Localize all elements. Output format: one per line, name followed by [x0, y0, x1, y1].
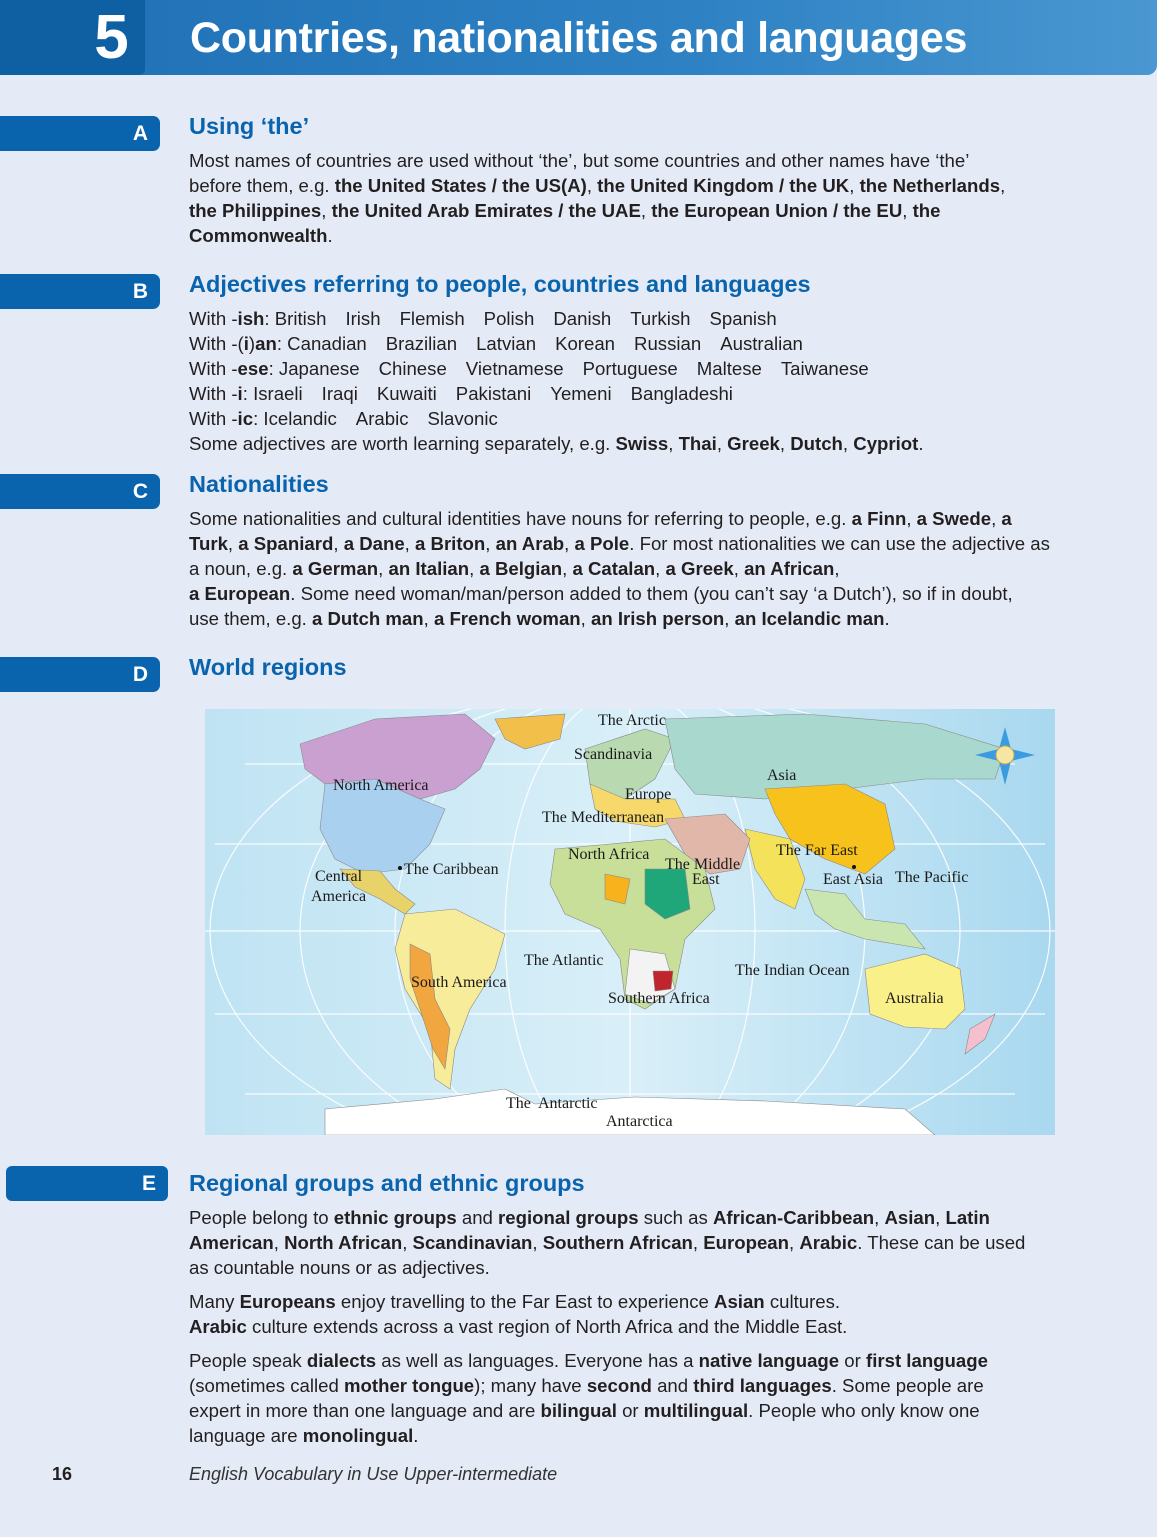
- map-label-southern-africa: Southern Africa: [608, 990, 710, 1007]
- adjective-word: Polish: [483, 308, 535, 329]
- section-a-tab: A: [0, 116, 160, 151]
- map-label-scandinavia: Scandinavia: [574, 746, 653, 763]
- map-label-pacific: The Pacific: [895, 869, 969, 886]
- bold-term: first language: [866, 1350, 988, 1371]
- bold-term: a Finn: [851, 508, 907, 529]
- text-line: before them, e.g. the United States / the US(A), the United Kingdom / the UK, the Netherlands,: [189, 175, 1006, 196]
- adjective-word: Bangladeshi: [630, 383, 733, 404]
- bold-term: the United Arab Emirates / the UAE: [331, 200, 641, 221]
- bold-term: Southern African: [542, 1232, 693, 1253]
- bold-term: ethnic groups: [333, 1207, 457, 1228]
- bold-term: Arabic: [799, 1232, 858, 1253]
- page-number: 16: [52, 1464, 73, 1484]
- bold-term: the United States / the US(A): [334, 175, 587, 196]
- map-label-asia: Asia: [767, 767, 797, 784]
- bold-term: ese: [237, 358, 269, 379]
- section-e-title: Regional groups and ethnic groups: [189, 1170, 585, 1196]
- text-line: Many Europeans enjoy travelling to the Far East to experience Asian cultures.: [189, 1291, 841, 1312]
- bold-term: a Swede: [916, 508, 992, 529]
- bold-term: second: [586, 1375, 652, 1396]
- text-line: a European. Some need woman/man/person added to them (you can’t say ‘a Dutch’), so if in doubt,: [189, 583, 1013, 604]
- adjective-word: Canadian: [287, 333, 367, 354]
- map-label-south-america: South America: [411, 974, 507, 991]
- bold-term: Asian: [714, 1291, 765, 1312]
- bold-term: ish: [237, 308, 265, 329]
- adjective-word: Taiwanese: [780, 358, 869, 379]
- text-line: People belong to ethnic groups and regional groups such as African-Caribbean, Asian, Latin: [189, 1207, 990, 1228]
- section-e-para-3: [189, 1348, 1079, 1448]
- bold-term: an African: [744, 558, 835, 579]
- section-c-body: [189, 506, 1079, 631]
- adjective-word: Australian: [720, 333, 803, 354]
- bold-term: an Irish person: [591, 608, 725, 629]
- map-label-antarctic: The Antarctic: [506, 1095, 598, 1112]
- adjective-word: Arabic: [355, 408, 409, 429]
- section-a-title: Using ‘the’: [189, 113, 310, 139]
- bold-term: Greek: [727, 433, 780, 454]
- map-label-central-america-1: Central: [315, 868, 363, 885]
- bold-term: Europeans: [239, 1291, 336, 1312]
- bold-term: an Icelandic man: [734, 608, 885, 629]
- adjective-word: Kuwaiti: [376, 383, 437, 404]
- text-line: Arabic culture extends across a vast region of North Africa and the Middle East.: [189, 1316, 848, 1337]
- adjective-word: Vietnamese: [465, 358, 564, 379]
- adjective-word: Latvian: [476, 333, 537, 354]
- map-label-antarctica: Antarctica: [606, 1113, 673, 1130]
- map-label-central-america-2: America: [311, 888, 367, 905]
- section-b-body: [189, 306, 1079, 456]
- text-line: use them, e.g. a Dutch man, a French woman, an Irish person, an Icelandic man.: [189, 608, 890, 629]
- bold-term: Arabic: [189, 1316, 247, 1337]
- text-line: a noun, e.g. a German, an Italian, a Belgian, a Catalan, a Greek, an African,: [189, 558, 840, 579]
- map-label-mediterranean: The Mediterranean: [542, 809, 665, 826]
- bold-term: a European: [189, 583, 291, 604]
- bold-term: regional groups: [498, 1207, 639, 1228]
- map-label-europe: Europe: [625, 786, 672, 803]
- bold-term: an Italian: [388, 558, 470, 579]
- section-d-tab: D: [0, 657, 160, 692]
- bold-term: mother tongue: [344, 1375, 475, 1396]
- adjective-group: With -ish: British Irish Flemish Polish Danish Turkish Spanish: [189, 308, 777, 329]
- adjective-word: Spanish: [709, 308, 777, 329]
- bold-term: Thai: [678, 433, 717, 454]
- adjective-word: Iraqi: [321, 383, 358, 404]
- bold-term: Scandinavian: [412, 1232, 533, 1253]
- adjective-group: With -ese: Japanese Chinese Vietnamese Portuguese Maltese Taiwanese: [189, 358, 869, 379]
- map-label-north-america: North America: [333, 777, 429, 794]
- bold-term: a German: [292, 558, 379, 579]
- bold-term: Turk: [189, 533, 228, 554]
- bold-term: the United Kingdom / the UK: [597, 175, 850, 196]
- map-label-arctic: The Arctic: [598, 712, 666, 729]
- bold-term: dialects: [306, 1350, 377, 1371]
- bold-term: a Catalan: [572, 558, 656, 579]
- adjective-word: Flemish: [399, 308, 465, 329]
- text-line: Some nationalities and cultural identities have nouns for referring to people, e.g. a Finn, a Swede, a: [189, 508, 1012, 529]
- text-line: as countable nouns or as adjectives.: [189, 1257, 490, 1278]
- adjective-word: British: [274, 308, 327, 329]
- adjective-word: Chinese: [378, 358, 447, 379]
- bold-term: a Greek: [665, 558, 734, 579]
- bold-term: European: [703, 1232, 790, 1253]
- adjective-word: Korean: [555, 333, 616, 354]
- bold-term: a Briton: [415, 533, 486, 554]
- section-c-tab: C: [0, 474, 160, 509]
- bold-term: monolingual: [302, 1425, 414, 1446]
- adjective-group: With -ic: Icelandic Arabic Slavonic: [189, 408, 498, 429]
- text-line: Turk, a Spaniard, a Dane, a Briton, an Arab, a Pole. For most nationalities we can use the adjective as: [189, 533, 1050, 554]
- map-label-middle-east-2: East: [692, 871, 720, 888]
- bold-term: i: [243, 333, 249, 354]
- adjective-word: Israeli: [253, 383, 303, 404]
- bold-term: a: [1001, 508, 1012, 529]
- unit-title: Countries, nationalities and languages: [190, 14, 968, 62]
- map-label-north-africa: North Africa: [568, 846, 650, 863]
- map-label-east-asia: East Asia: [823, 871, 883, 888]
- world-regions-map: [205, 709, 1055, 1135]
- bold-term: a Pole: [574, 533, 630, 554]
- adjective-group: With -i: Israeli Iraqi Kuwaiti Pakistani Yemeni Bangladeshi: [189, 383, 733, 404]
- bold-term: Swiss: [615, 433, 669, 454]
- bold-term: a Spaniard: [238, 533, 334, 554]
- adjective-closing-line: Some adjectives are worth learning separately, e.g. Swiss, Thai, Greek, Dutch, Cypriot.: [189, 433, 924, 454]
- adjective-word: Japanese: [278, 358, 360, 379]
- adjective-word: Brazilian: [385, 333, 458, 354]
- bold-term: Latin: [945, 1207, 990, 1228]
- bold-term: the Philippines: [189, 200, 322, 221]
- bold-term: an: [255, 333, 277, 354]
- map-label-australia: Australia: [885, 990, 944, 1007]
- section-b-title: Adjectives referring to people, countries and languages: [189, 271, 811, 297]
- bold-term: an Arab: [495, 533, 565, 554]
- adjective-word: Slavonic: [427, 408, 498, 429]
- book-title: English Vocabulary in Use Upper-intermediate: [189, 1464, 558, 1484]
- bold-term: native language: [698, 1350, 840, 1371]
- text-line: People speak dialects as well as languages. Everyone has a native language or first language: [189, 1350, 988, 1371]
- map-label-middle-east-1: The Middle: [665, 856, 741, 873]
- bold-term: a French woman: [433, 608, 581, 629]
- adjective-word: Russian: [634, 333, 702, 354]
- bold-term: Commonwealth: [189, 225, 328, 246]
- adjective-group: With -(i)an: Canadian Brazilian Latvian Korean Russian Australian: [189, 333, 803, 354]
- unit-number: 5: [0, 0, 145, 75]
- section-b-tab: B: [0, 274, 160, 309]
- bold-term: the European Union / the EU: [651, 200, 903, 221]
- bold-term: the: [912, 200, 941, 221]
- bold-term: African-Caribbean: [712, 1207, 875, 1228]
- map-label-caribbean: The Caribbean: [404, 861, 499, 878]
- text-line: the Philippines, the United Arab Emirates / the UAE, the European Union / the EU, the: [189, 200, 941, 221]
- bold-term: North African: [284, 1232, 403, 1253]
- map-label-far-east: The Far East: [776, 842, 858, 859]
- bold-term: Cypriot: [853, 433, 919, 454]
- bold-term: ic: [237, 408, 254, 429]
- bold-term: multilingual: [643, 1400, 749, 1421]
- section-e-tab: E: [6, 1166, 168, 1201]
- text-line: (sometimes called mother tongue); many have second and third languages. Some people are: [189, 1375, 984, 1396]
- adjective-word: Irish: [345, 308, 381, 329]
- adjective-word: Turkish: [630, 308, 691, 329]
- bold-term: third languages: [693, 1375, 832, 1396]
- section-d-title: World regions: [189, 654, 347, 680]
- adjective-word: Danish: [553, 308, 612, 329]
- bold-term: Dutch: [790, 433, 843, 454]
- bold-term: the Netherlands: [859, 175, 1001, 196]
- map-label-indian-ocean: The Indian Ocean: [735, 962, 850, 979]
- adjective-word: Pakistani: [455, 383, 532, 404]
- adjective-word: Portuguese: [582, 358, 678, 379]
- adjective-word: Icelandic: [263, 408, 337, 429]
- text-line: Commonwealth.: [189, 225, 333, 246]
- bold-term: bilingual: [540, 1400, 617, 1421]
- bold-term: i: [237, 383, 243, 404]
- unit-header-bar: [0, 0, 1157, 75]
- text-line: Most names of countries are used without ‘the’, but some countries and other names have ‘the’: [189, 150, 970, 171]
- section-a-body: [189, 148, 1079, 248]
- bold-term: a Belgian: [479, 558, 563, 579]
- section-e-para-2: [189, 1289, 1079, 1339]
- text-line: American, North African, Scandinavian, Southern African, European, Arabic. These can be used: [189, 1232, 1026, 1253]
- bold-term: a Dane: [343, 533, 405, 554]
- bold-term: Asian: [884, 1207, 936, 1228]
- adjective-word: Maltese: [696, 358, 762, 379]
- text-line: expert in more than one language and are bilingual or multilingual. People who only know one: [189, 1400, 980, 1421]
- bold-term: a Dutch man: [312, 608, 424, 629]
- text-line: language are monolingual.: [189, 1425, 419, 1446]
- bold-term: American: [189, 1232, 274, 1253]
- adjective-word: Yemeni: [550, 383, 612, 404]
- section-c-title: Nationalities: [189, 471, 329, 497]
- section-e-para-1: [189, 1205, 1079, 1280]
- map-label-atlantic: The Atlantic: [524, 952, 604, 969]
